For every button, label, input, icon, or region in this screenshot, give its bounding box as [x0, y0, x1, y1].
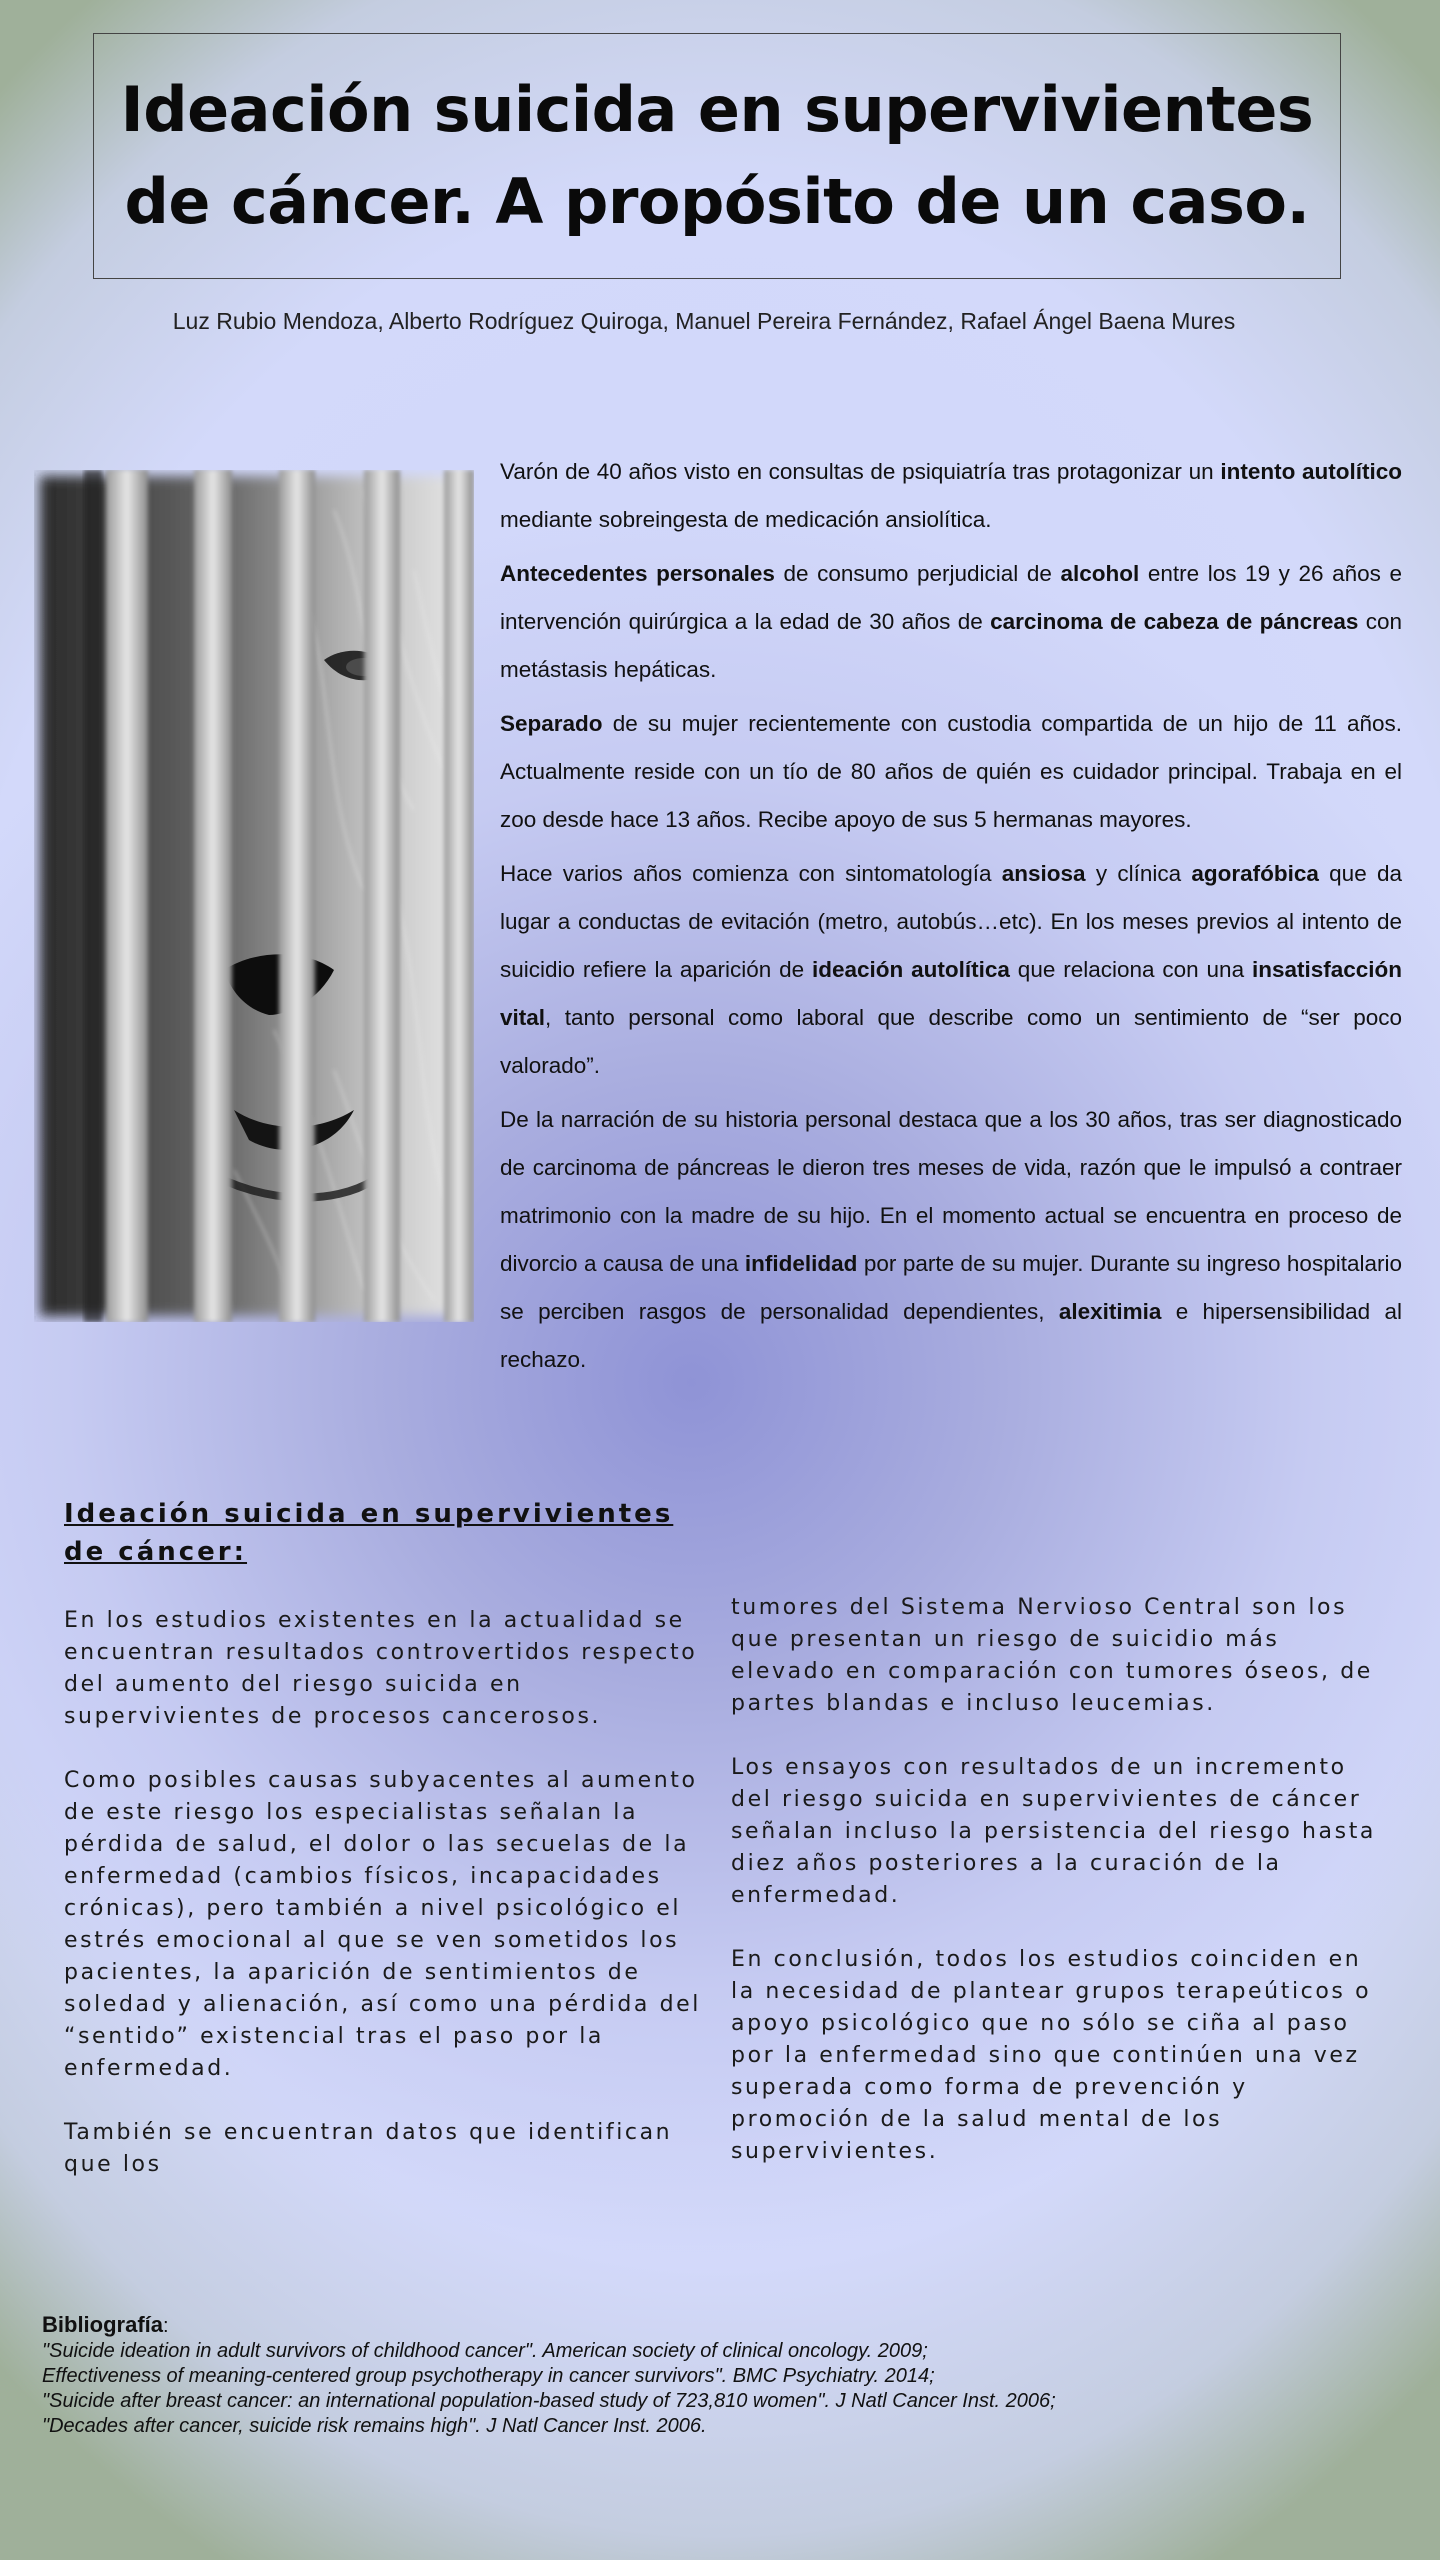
- poster-title: [121, 64, 1314, 248]
- discussion-column-1: [64, 1495, 724, 2181]
- reference-item: "Suicide ideation in adult survivors of childhood cancer". American society of clinical oncology. 2009;: [42, 2340, 928, 2362]
- lion-illustration: [34, 470, 474, 1322]
- case-paragraph: Separado de su mujer recientemente con custodia compartida de un hijo de 11 años. Actualmente reside con un tío de 80 años de quién es cuidador principal. Trabaja en el zoo desde hace 13 años. Recibe apoyo de sus 5 hermanas mayores.: [500, 711, 1402, 832]
- title-line-1: Ideación suicida en supervivientes: [120, 73, 1314, 146]
- lion-behind-bars-image: [34, 470, 474, 1322]
- reference-item: Effectiveness of meaning-centered group psychotherapy in cancer survivors". BMC Psychiatry. 2014;: [42, 2365, 935, 2387]
- case-paragraph: Varón de 40 años visto en consultas de psiquiatría tras protagonizar un intento autolítico mediante sobreingesta de medicación ansiolítica.: [500, 459, 1402, 532]
- title-box: [93, 33, 1341, 279]
- discussion-paragraph: Como posibles causas subyacentes al aumento de este riesgo los especialistas señalan la pérdida de salud, el dolor o las secuelas de la enfermedad (cambios físicos, incapacidades crónicas), pero también a nivel psicológico el estrés emocional al que se ven sometidos los pacientes, la aparición de sentimientos de soledad y alienación, así como una pérdida del “sentido” existencial tras el paso por la enfermedad.: [64, 1768, 701, 2081]
- case-paragraph: De la narración de su historia personal destaca que a los 30 años, tras ser diagnosticado de carcinoma de páncreas le dieron tres meses de vida, razón que le impulsó a contraer matrimonio con la madre de su hijo. En el momento actual se encuentra en proceso de divorcio a causa de una infidelidad por parte de su mujer. Durante su ingreso hospitalario se perciben rasgos de personalidad dependientes, alexitimia e hipersensibilidad al rechazo.: [500, 1107, 1403, 1372]
- bibliography: [42, 2312, 1342, 2439]
- discussion-paragraph: Los ensayos con resultados de un incremento del riesgo suicida en supervivientes de cáncer señalan incluso la persistencia del riesgo hasta diez años posteriores a la curación de la enfermedad.: [731, 1755, 1377, 1908]
- title-line-2: de cáncer. A propósito de un caso.: [124, 165, 1310, 238]
- reference-item: "Suicide after breast cancer: an international population-based study of 723,810 women". J Natl Cancer Inst. 2006;: [42, 2390, 1056, 2412]
- authors: Luz Rubio Mendoza, Alberto Rodríguez Quiroga, Manuel Pereira Fernández, Rafael Ángel Baena Mures: [172, 308, 1236, 334]
- discussion-column-2: [731, 1592, 1391, 2168]
- reference-item: "Decades after cancer, suicide risk remains high". J Natl Cancer Inst. 2006.: [42, 2415, 707, 2437]
- case-description: [500, 448, 1402, 1390]
- case-paragraph: Antecedentes personales de consumo perjudicial de alcohol entre los 19 y 26 años e intervención quirúrgica a la edad de 30 años de carcinoma de cabeza de páncreas con metástasis hepáticas.: [500, 561, 1403, 682]
- section-heading: Ideación suicida en supervivientes de cáncer:: [64, 1499, 674, 1567]
- bibliography-title: Bibliografía:: [42, 2312, 169, 2337]
- case-paragraph: Hace varios años comienza con sintomatología ansiosa y clínica agorafóbica que da lugar a conductas de evitación (metro, autobús…etc). En los meses previos al intento de suicidio refiere la aparición de ideación autolítica que relaciona con una insatisfacción vital, tanto personal como laboral que describe como un sentimiento de “ser poco valorado”.: [500, 861, 1403, 1078]
- discussion-paragraph: También se encuentran datos que identifican que los: [64, 2120, 673, 2177]
- discussion-paragraph: En los estudios existentes en la actualidad se encuentran resultados controvertidos respecto del aumento del riesgo suicida en supervivientes de procesos cancerosos.: [64, 1608, 698, 1729]
- discussion-paragraph: En conclusión, todos los estudios coinciden en la necesidad de plantear grupos terapeúticos o apoyo psicológico que no sólo se ciña al paso por la enfermedad sino que continúen una vez superada como forma de prevención y promoción de la salud mental de los supervivientes.: [731, 1947, 1372, 2164]
- discussion-paragraph: tumores del Sistema Nervioso Central son los que presentan un riesgo de suicidio más elevado en comparación con tumores óseos, de partes blandas e incluso leucemias.: [731, 1595, 1373, 1716]
